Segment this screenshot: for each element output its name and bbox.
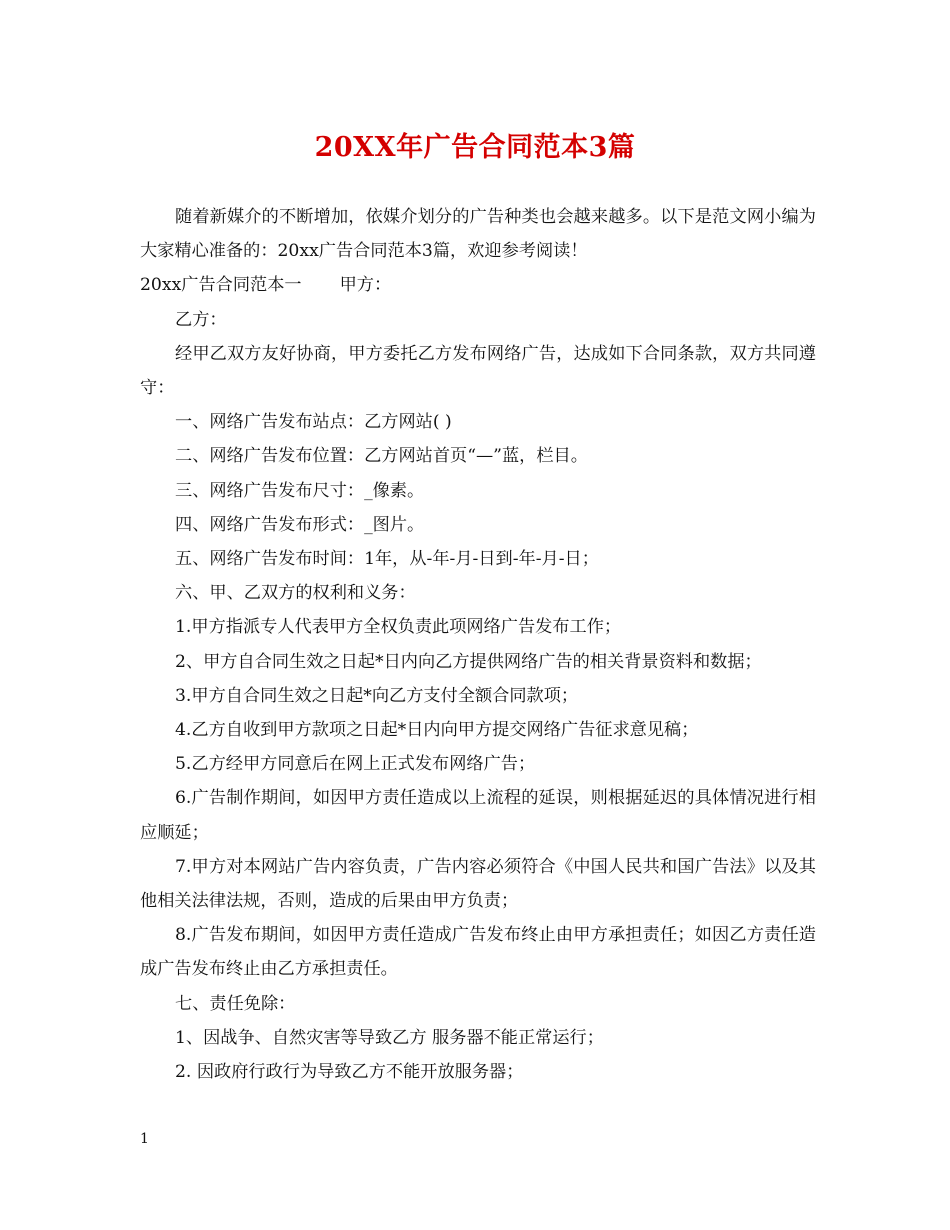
clause-5-time: 五、网络广告发布时间：1年，从-年-月-日到-年-月-日； [175, 549, 599, 570]
clause-7-item-1: 1、因战争、自然灾害等导致乙方 服务器不能正常运行； [175, 1027, 604, 1048]
clause-2-position: 二、网络广告发布位置：乙方网站首页“—”蓝，栏目。 [175, 446, 588, 467]
page-number: 1 [140, 1131, 149, 1147]
document-body [140, 200, 816, 1089]
clause-6-item-3: 3.甲方自合同生效之日起*向乙方支付全额合同款项； [175, 685, 579, 706]
paragraph-contract-heading [140, 268, 816, 302]
paragraph-intro: 随着新媒介的不断增加，依媒介划分的广告种类也会越来越多。以下是范文网小编为大家精心准备的：20xx广告合同范本3篇，欢迎参考阅读！ [140, 207, 816, 262]
clause-6-rights: 六、甲、乙双方的权利和义务： [175, 583, 416, 604]
party-a-label: 甲方： [339, 275, 392, 296]
clause-6-item-2: 2、甲方自合同生效之日起*日内向乙方提供网络广告的相关背景资料和数据； [175, 651, 762, 672]
document-title: 20XX年广告合同范本3篇 [314, 132, 636, 163]
contract-one-heading: 20xx广告合同范本一 [140, 275, 302, 296]
clause-6-item-1: 1.甲方指派专人代表甲方全权负责此项网络广告发布工作； [175, 617, 622, 638]
clause-6-item-7: 7.甲方对本网站广告内容负责，广告内容必须符合《中国人民共和国广告法》以及其他相关法律法规，否则，造成的后果由甲方负责； [140, 856, 816, 912]
clause-6-item-6: 6.广告制作期间，如因甲方责任造成以上流程的延误，则根据延迟的具体情况进行相应顺延； [140, 788, 816, 843]
paragraph-agreement: 经甲乙双方友好协商，甲方委托乙方发布网络广告，达成如下合同条款，双方共同遵守： [140, 343, 816, 399]
party-b-label: 乙方： [175, 309, 227, 330]
clause-7-item-2: 2. 因政府行政行为导致乙方不能开放服务器； [175, 1062, 524, 1083]
clause-6-item-4: 4.乙方自收到甲方款项之日起*日内向甲方提交网络广告征求意见稿； [175, 720, 699, 741]
clause-6-item-8: 8.广告发布期间，如因甲方责任造成广告发布终止由甲方承担责任；如因乙方责任造成广告发布终止由乙方承担责任。 [140, 925, 816, 980]
clause-6-item-5: 5.乙方经甲方同意后在网上正式发布网络广告； [175, 754, 536, 775]
clause-4-form: 四、网络广告发布形式：_图片。 [175, 514, 425, 535]
clause-3-size: 三、网络广告发布尺寸：_像素。 [175, 480, 425, 501]
clause-7-exemption: 七、责任免除： [175, 993, 296, 1014]
clause-1-site: 一、网络广告发布站点：乙方网站( ) [175, 412, 452, 433]
